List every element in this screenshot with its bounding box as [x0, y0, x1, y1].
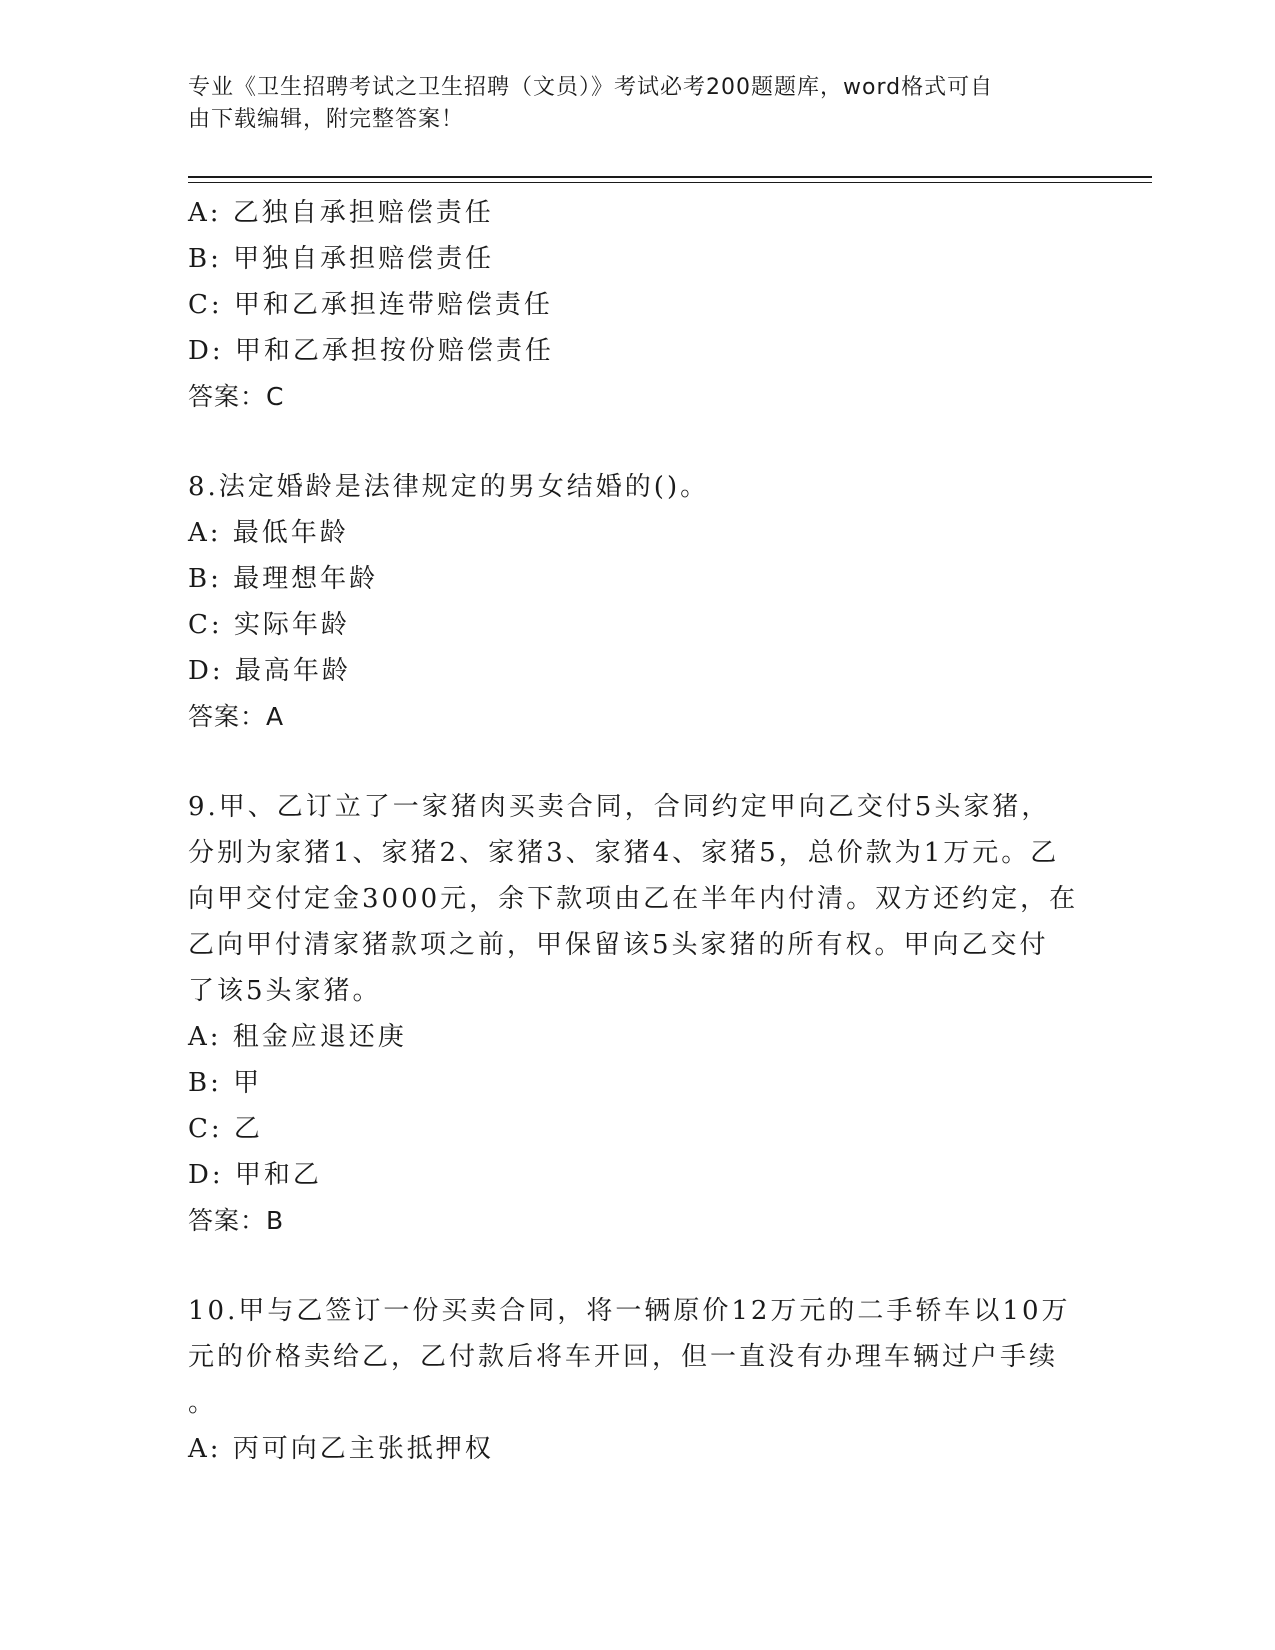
option-a: A: 乙独自承担赔偿责任 — [188, 198, 494, 228]
option-b: B: 最理想年龄 — [188, 564, 379, 594]
question-9 — [188, 784, 1088, 1244]
question-stem-line: 元的价格卖给乙，乙付款后将车开回，但一直没有办理车辆过户手续 — [188, 1342, 1059, 1372]
option-d: D: 甲和乙 — [188, 1160, 322, 1190]
question-stem-line: 。 — [188, 1388, 218, 1418]
option-b: B: 甲独自承担赔偿责任 — [188, 244, 495, 274]
question-stem-line: 了该5头家猪。 — [188, 976, 382, 1006]
option-a: A: 最低年龄 — [188, 518, 349, 548]
header-line-2: 由下载编辑，附完整答案！ — [188, 107, 465, 132]
answer-label: 答案：A — [188, 702, 285, 731]
option-b: B: 甲 — [188, 1068, 263, 1098]
question-stem-line: 分别为家猪1、家猪2、家猪3、家猪4、家猪5，总价款为1万元。乙 — [188, 838, 1060, 868]
option-a: A: 租金应退还庚 — [188, 1022, 407, 1052]
question-10 — [188, 1288, 1088, 1472]
document-header — [188, 72, 1068, 136]
header-line-1: 专业《卫生招聘考试之卫生招聘（文员）》考试必考200题题库，word格式可自 — [188, 75, 994, 100]
question-7-options — [188, 190, 1088, 420]
answer-label: 答案：B — [188, 1206, 285, 1235]
question-list — [188, 190, 1088, 1472]
option-c: C: 实际年龄 — [188, 610, 350, 640]
header-divider-thick — [188, 176, 1152, 178]
option-c: C: 乙 — [188, 1114, 263, 1144]
question-stem-line: 向甲交付定金3000元，余下款项由乙在半年内付清。双方还约定，在 — [188, 884, 1079, 914]
question-stem-line: 乙向甲付清家猪款项之前，甲保留该5头家猪的所有权。甲向乙交付 — [188, 930, 1049, 960]
question-stem-line: 9.甲、乙订立了一家猪肉买卖合同，合同约定甲向乙交付5头家猪， — [188, 792, 1051, 822]
header-divider-thin — [188, 182, 1152, 183]
answer-label: 答案：C — [188, 382, 285, 411]
option-a: A: 丙可向乙主张抵押权 — [188, 1434, 494, 1464]
question-8 — [188, 464, 1088, 740]
option-d: D: 最高年龄 — [188, 656, 351, 686]
question-stem-line: 10.甲与乙签订一份买卖合同，将一辆原价12万元的二手轿车以10万 — [188, 1296, 1071, 1326]
option-d: D: 甲和乙承担按份赔偿责任 — [188, 336, 554, 366]
option-c: C: 甲和乙承担连带赔偿责任 — [188, 290, 553, 320]
question-stem: 8.法定婚龄是法律规定的男女结婚的()。 — [188, 472, 710, 502]
